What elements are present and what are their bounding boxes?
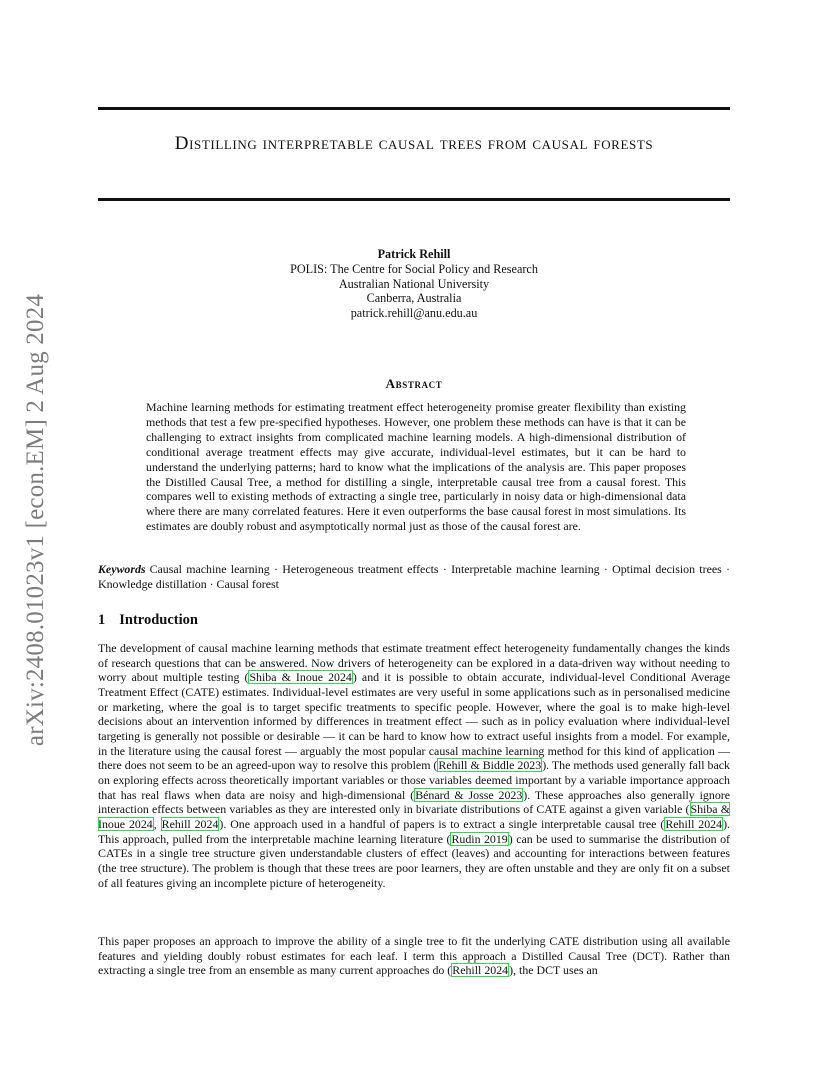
- text: ,: [153, 816, 161, 831]
- author-email: patrick.rehill@anu.edu.au: [350, 306, 478, 321]
- arxiv-identifier: arXiv:2408.01023v1 [econ.EM] 2 Aug 2024: [22, 293, 49, 747]
- title-bottom-rule: [98, 198, 730, 201]
- citation-link[interactable]: Shiba & Inoue 2024: [98, 802, 730, 831]
- text: ) can be used to summarise the distribution of CATEs in a single tree structure given understandable clusters of effect (leaves) and accounting for interactions between features (the tree structure). The problem is though that these trees are poor learners, they are often unstable and they are only fit on a subset of all features giving an incomplete picture of heterogeneity.: [98, 831, 730, 890]
- arxiv-sidebar: [18, 270, 54, 770]
- citation-link[interactable]: Rehill & Biddle 2023: [438, 758, 542, 773]
- text: This paper proposes an approach to improve the ability of a single tree to fit the underlying CATE distribution using all available features and yielding doubly robust estimates for each leaf. I term this approach a Distilled Causal Tree (DCT). Rather than extracting a single tree from an ensemble as many current approaches do (: [98, 934, 730, 978]
- citation-link[interactable]: Rehill 2024: [161, 816, 219, 831]
- citation-link[interactable]: Rehill 2024: [665, 816, 723, 831]
- text: ). This approach, pulled from the interpretable machine learning literature (: [98, 816, 730, 846]
- text: ) and it is possible to obtain accurate, individual-level Conditional Average Treatment Effect (CATE) estimates. Individual-level estimates are very useful in some applications such as in personalised medicine or marketing, where the goal is to target specific treatments to specific people. However, where the goal is to make high-level decisions about an intervention informed by differences in treatment effect — such as in policy evaluation where individual-level targeting is generally not possible or desirable — it can be hard to know how to extract useful insights from a model. For example, in the literature using the causal forest — arguably the most popular causal machine learning method for this kind of application — there does not seem to be an agreed-upon way to resolve this problem (: [98, 670, 731, 773]
- keywords-list: Causal machine learning · Heterogeneous treatment effects · Interpretable machine learning · Optimal decision trees · Knowledge distillation · Causal forest: [98, 562, 730, 591]
- author-block: [98, 247, 730, 321]
- paper-title: Distilling interpretable causal trees from causal forests: [174, 133, 654, 154]
- text: ). The methods used generally fall back on exploring effects across theoretically important variables or those variables deemed important by a variable importance approach that has real flaws when data are noisy and high-dimensional (: [98, 758, 730, 802]
- text: The development of causal machine learning methods that estimate treatment effect heterogeneity fundamentally changes the kinds of research questions that can be answered. Now drivers of heterogeneity can be explored in a data-driven way without needing to worry about multiple testing (: [98, 641, 730, 685]
- abstract-heading: Abstract: [385, 376, 443, 391]
- citation-link[interactable]: Bénard & Josse 2023: [415, 787, 523, 802]
- author-affiliation: POLIS: The Centre for Social Policy and Research: [290, 261, 538, 276]
- keywords-label: Keywords: [98, 562, 146, 576]
- section-number: 1: [98, 612, 106, 628]
- section-heading: [98, 612, 198, 629]
- intro-paragraph-2: [98, 934, 730, 978]
- text: ). These approaches also generally ignore interaction effects between variables as they are interested only in bivariate distributions of CATE against a given variable (: [98, 787, 730, 817]
- author-university: Australian National University: [338, 276, 490, 291]
- text: ), the DCT uses an: [509, 963, 598, 978]
- citation-link[interactable]: Shiba & Inoue 2024: [249, 670, 352, 685]
- abstract-text: Machine learning methods for estimating treatment effect heterogeneity promise greater flexibility than existing methods that test a few pre-specified hypotheses. However, one problem these methods can have is that it can be challenging to extract insights from complicated machine learning models. A high-dimensional distribution of conditional average treatment effects may give accurate, individual-level estimates, but it can be hard to understand the underlying patterns; hard to know what the implications of the analysis are. This paper proposes the Distilled Causal Tree, a method for distilling a single, interpretable causal tree from a causal forest. This compares well to existing methods of extracting a single tree, particularly in noisy data or high-dimensional data where there are many correlated features. Here it even outperforms the base causal forest in most simulations. Its estimates are doubly robust and asymptotically normal just as those of the causal forest are.: [146, 400, 686, 534]
- keywords-line: [98, 562, 730, 592]
- citation-link[interactable]: Rudin 2019: [451, 831, 508, 846]
- title-top-rule: [98, 107, 730, 110]
- text: ). One approach used in a handful of papers is to extract a single interpretable causal tree (: [219, 816, 665, 831]
- section-title: Introduction: [119, 612, 198, 628]
- citation-link[interactable]: Rehill 2024: [452, 963, 509, 978]
- intro-paragraph-1: [98, 641, 730, 890]
- author-name: Patrick Rehill: [377, 247, 451, 261]
- author-location: Canberra, Australia: [366, 291, 462, 306]
